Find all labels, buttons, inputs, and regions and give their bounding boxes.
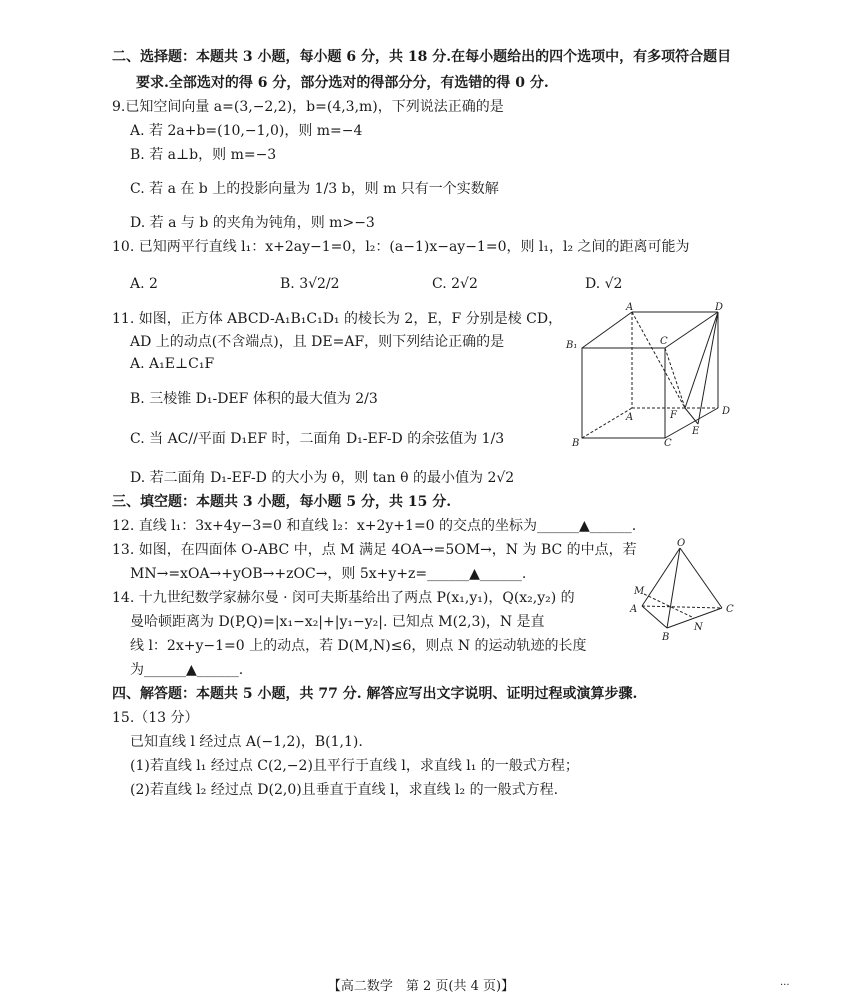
q10-option-d: D. √2 [585, 276, 623, 292]
tetrahedron-figure [622, 538, 742, 642]
q14-line1: 14. 十九世纪数学家赫尔曼 · 闵可夫斯基给出了两点 P(x₁,y₁)，Q(x₂,y₂) 的 [112, 590, 575, 606]
q11-option-c: C. 当 AC//平面 D₁EF 时，二面角 D₁-EF-D 的余弦值为 1/3 [130, 431, 505, 447]
q15-line3: (2)若直线 l₂ 经过点 D(2,0)且垂直于直线 l，求直线 l₂ 的一般式方程. [130, 782, 559, 798]
cube-label-a1: A [626, 302, 634, 313]
section-3-heading: 三、填空题：本题共 3 小题，每小题 5 分，共 15 分. [112, 494, 452, 510]
q9-option-c: C. 若 a 在 b 上的投影向量为 1/3 b，则 m 只有一个实数解 [130, 181, 499, 197]
section-2-heading-line2: 要求.全部选对的得 6 分，部分选对的得部分分，有选错的得 0 分. [136, 75, 549, 91]
cube-label-d1: D [715, 302, 724, 313]
tetra-label-a: A [630, 604, 638, 615]
cube-label-b: B [572, 438, 580, 449]
tetra-label-m: M [634, 586, 645, 597]
q14-line2: 曼哈顿距离为 D(P,Q)=|x₁−x₂|+|y₁−y₂|. 已知点 M(2,3)，N 是直 [130, 614, 545, 630]
q13-line2: MN→=xOA→+yOB→+zOC→，则 5x+y+z=______▲______. [130, 566, 527, 582]
cube-figure [560, 300, 740, 450]
q15-line1: 已知直线 l 经过点 A(−1,2)，B(1,1). [130, 734, 363, 750]
corner-mark: ... [780, 977, 790, 988]
page-footer: 【高二数学 第 2 页(共 4 页)】 [327, 979, 515, 994]
q10-option-c: C. 2√2 [432, 276, 478, 292]
q10-option-a: A. 2 [130, 276, 158, 292]
cube-label-b1: B₁ [566, 340, 578, 351]
q9-option-b: B. 若 a⊥b，则 m=−3 [130, 147, 277, 163]
cube-label-a: A [626, 412, 634, 423]
tetra-label-c: C [726, 604, 734, 615]
tetra-label-o: O [677, 538, 686, 549]
q11-stem-line1: 11. 如图，正方体 ABCD-A₁B₁C₁D₁ 的棱长为 2，E，F 分别是棱 CD， [112, 311, 563, 327]
q15-head: 15.（13 分） [112, 710, 199, 726]
q10-stem: 10. 已知两平行直线 l₁：x+2ay−1=0，l₂：(a−1)x−ay−1=0，则 l₁，l₂ 之间的距离可能为 [112, 239, 690, 255]
q13-line1: 13. 如图，在四面体 O-ABC 中，点 M 满足 4OA→=5OM→，N 为 BC 的中点，若 [112, 542, 637, 558]
tetra-label-n: N [694, 622, 703, 633]
q9-option-a: A. 若 2a+b=(10,−1,0)，则 m=−4 [130, 123, 363, 139]
cube-label-c1: C [660, 336, 668, 347]
q10-option-b: B. 3√2/2 [280, 276, 340, 292]
q11-stem-line2: AD 上的动点(不含端点)，且 DE=AF，则下列结论正确的是 [130, 334, 505, 350]
q11-option-d: D. 若二面角 D₁-EF-D 的大小为 θ，则 tan θ 的最小值为 2√2 [130, 470, 515, 486]
q11-option-a: A. A₁E⊥C₁F [130, 356, 215, 372]
q9-option-d: D. 若 a 与 b 的夹角为钝角，则 m>−3 [130, 215, 375, 231]
q14-line4: 为______▲______. [130, 662, 244, 678]
tetra-label-b: B [662, 632, 670, 642]
cube-label-c: C [664, 438, 672, 449]
section-4-heading: 四、解答题：本题共 5 小题，共 77 分. 解答应写出文字说明、证明过程或演算步骤. [112, 686, 638, 702]
section-2-heading-line1: 二、选择题：本题共 3 小题，每小题 6 分，共 18 分.在每小题给出的四个选项中，有多项符合题目 [112, 49, 732, 65]
q9-stem: 9.已知空间向量 a=(3,−2,2)，b=(4,3,m)，下列说法正确的是 [112, 99, 504, 115]
q15-line2: (1)若直线 l₁ 经过点 C(2,−2)且平行于直线 l，求直线 l₁ 的一般式方程； [130, 758, 579, 774]
cube-label-d: D [722, 406, 731, 417]
cube-label-f: F [670, 410, 677, 421]
q11-option-b: B. 三棱锥 D₁-DEF 体积的最大值为 2/3 [130, 391, 378, 407]
q14-line3: 线 l：2x+y−1=0 上的动点，若 D(M,N)≤6，则点 N 的运动轨迹的长度 [130, 638, 587, 654]
cube-label-e: E [692, 426, 700, 437]
q12-text: 12. 直线 l₁：3x+4y−3=0 和直线 l₂：x+2y+1=0 的交点的坐标为______▲______. [112, 518, 637, 534]
